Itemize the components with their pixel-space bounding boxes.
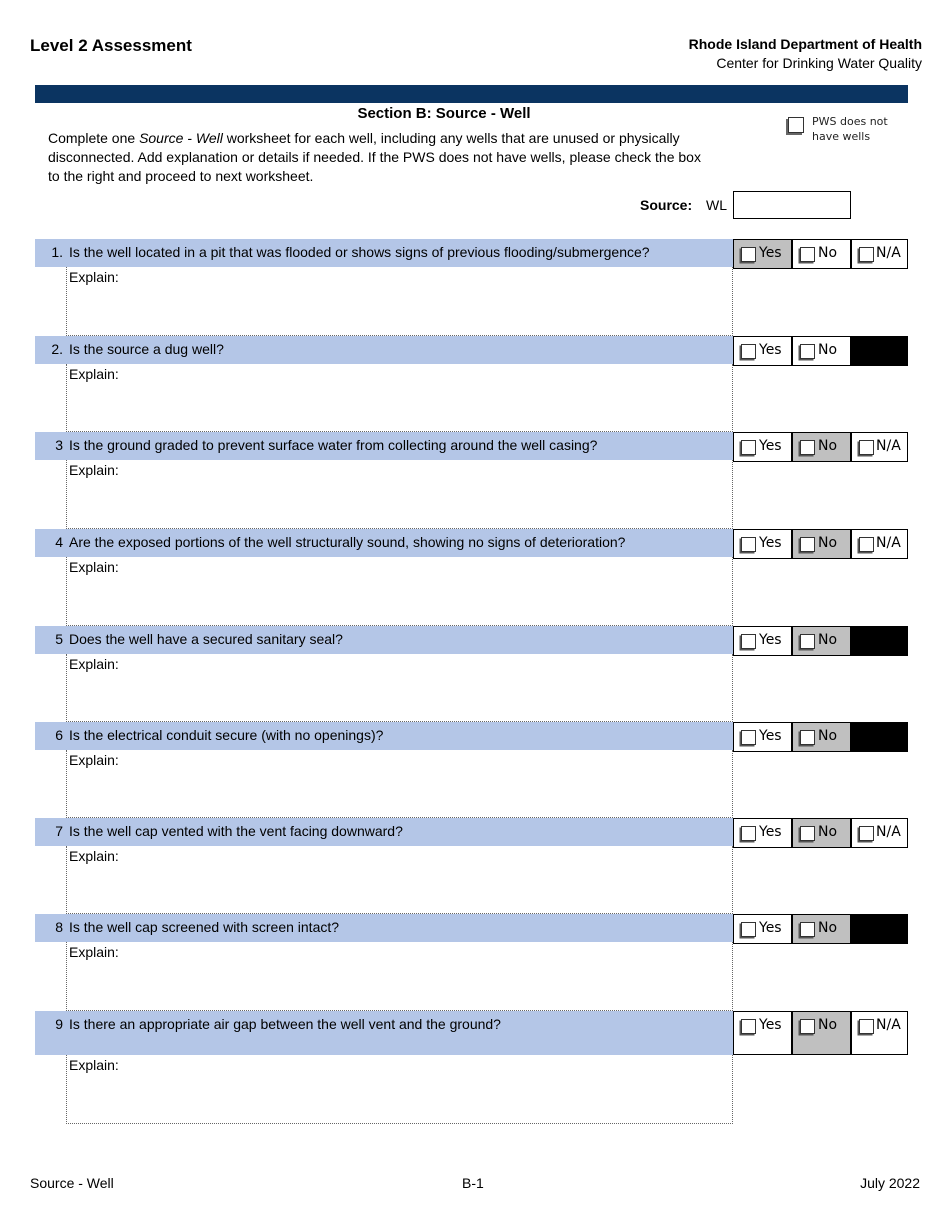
source-label: Source: bbox=[640, 197, 693, 213]
answer-yes-checkbox[interactable] bbox=[741, 344, 756, 359]
answer-yes-option[interactable] bbox=[733, 529, 792, 559]
question-number: 1. bbox=[51, 244, 63, 260]
question-text: Is the electrical conduit secure (with no openings)? bbox=[69, 727, 384, 743]
question-text: Is the well cap screened with screen intact? bbox=[69, 919, 340, 935]
answer-yes-label: Yes bbox=[759, 632, 782, 648]
answer-no-option[interactable] bbox=[792, 1011, 851, 1055]
answer-no-option[interactable] bbox=[792, 914, 851, 944]
answer-na-checkbox[interactable] bbox=[859, 440, 874, 455]
answer-no-checkbox[interactable] bbox=[800, 537, 815, 552]
explain-label: Explain: bbox=[69, 848, 119, 864]
answer-no-option[interactable] bbox=[792, 722, 851, 752]
answer-no-option[interactable] bbox=[792, 239, 851, 269]
answer-yes-checkbox[interactable] bbox=[741, 922, 756, 937]
explain-label: Explain: bbox=[69, 366, 119, 382]
answer-no-checkbox[interactable] bbox=[800, 730, 815, 745]
answer-no-option[interactable] bbox=[792, 336, 851, 366]
organization-name: Rhode Island Department of Health bbox=[688, 36, 922, 52]
question-number: 5 bbox=[55, 631, 63, 647]
answer-yes-option[interactable] bbox=[733, 626, 792, 656]
answer-no-label: No bbox=[818, 632, 838, 648]
answer-na-option[interactable] bbox=[851, 529, 908, 559]
answer-na-option[interactable] bbox=[851, 432, 908, 462]
organization-subtitle: Center for Drinking Water Quality bbox=[716, 55, 922, 71]
answer-no-label: No bbox=[818, 728, 838, 744]
answer-na-checkbox[interactable] bbox=[859, 537, 874, 552]
question-number: 6 bbox=[55, 727, 63, 743]
answer-yes-checkbox[interactable] bbox=[741, 1019, 756, 1034]
question-row bbox=[35, 722, 733, 750]
explain-field[interactable] bbox=[66, 1055, 733, 1124]
question-number: 9 bbox=[55, 1016, 63, 1032]
answer-yes-checkbox[interactable] bbox=[741, 440, 756, 455]
explain-label: Explain: bbox=[69, 1057, 119, 1073]
question-text: Is there an appropriate air gap between the well vent and the ground? bbox=[69, 1016, 501, 1032]
answer-yes-option[interactable] bbox=[733, 818, 792, 848]
instructions-text-1: Complete one bbox=[48, 130, 140, 146]
answer-na-checkbox[interactable] bbox=[859, 247, 874, 262]
explain-field[interactable] bbox=[66, 267, 733, 336]
answer-no-label: No bbox=[818, 1017, 838, 1033]
answer-yes-label: Yes bbox=[759, 438, 782, 454]
explain-field[interactable] bbox=[66, 750, 733, 818]
answer-na-checkbox[interactable] bbox=[859, 826, 874, 841]
source-input[interactable] bbox=[733, 191, 851, 219]
answer-no-label: No bbox=[818, 245, 838, 261]
question-row bbox=[35, 1011, 733, 1055]
explain-label: Explain: bbox=[69, 944, 119, 960]
explain-label: Explain: bbox=[69, 656, 119, 672]
question-text: Is the source a dug well? bbox=[69, 341, 224, 357]
footer-date: July 2022 bbox=[860, 1175, 920, 1191]
explain-label: Explain: bbox=[69, 462, 119, 478]
answer-na-label: N/A bbox=[876, 535, 901, 551]
question-text: Is the well cap vented with the vent facing downward? bbox=[69, 823, 403, 839]
answer-no-option[interactable] bbox=[792, 529, 851, 559]
section-instructions bbox=[48, 129, 713, 186]
answer-no-label: No bbox=[818, 824, 838, 840]
explain-field[interactable] bbox=[66, 846, 733, 914]
organization-block bbox=[689, 35, 922, 73]
answer-yes-label: Yes bbox=[759, 535, 782, 551]
instructions-text-2: worksheet for each well, including any wells that are unused or physically disconnected. Add explanation or details if needed. If the PWS does not have wells, please check the box to the right and proceed to next worksheet. bbox=[48, 130, 701, 184]
answer-yes-option[interactable] bbox=[733, 336, 792, 366]
answer-na-label: N/A bbox=[876, 824, 901, 840]
answer-yes-label: Yes bbox=[759, 920, 782, 936]
na-unavailable-cell bbox=[851, 914, 908, 944]
answer-yes-option[interactable] bbox=[733, 239, 792, 269]
source-prefix: WL bbox=[706, 197, 727, 213]
question-text: Are the exposed portions of the well structurally sound, showing no signs of deterioration? bbox=[69, 534, 626, 550]
answer-na-option[interactable] bbox=[851, 239, 908, 269]
answer-yes-option[interactable] bbox=[733, 1011, 792, 1055]
answer-yes-label: Yes bbox=[759, 245, 782, 261]
na-unavailable-cell bbox=[851, 626, 908, 656]
explain-field[interactable] bbox=[66, 654, 733, 722]
answer-no-checkbox[interactable] bbox=[800, 922, 815, 937]
pws-no-wells-checkbox[interactable] bbox=[788, 117, 804, 133]
answer-no-checkbox[interactable] bbox=[800, 634, 815, 649]
question-row bbox=[35, 818, 733, 846]
footer-page-number: B-1 bbox=[462, 1175, 484, 1191]
answer-no-checkbox[interactable] bbox=[800, 247, 815, 262]
answer-no-label: No bbox=[818, 438, 838, 454]
answer-yes-checkbox[interactable] bbox=[741, 634, 756, 649]
question-text: Does the well have a secured sanitary seal? bbox=[69, 631, 343, 647]
question-number: 2. bbox=[51, 341, 63, 357]
explain-label: Explain: bbox=[69, 559, 119, 575]
answer-yes-checkbox[interactable] bbox=[741, 537, 756, 552]
answer-yes-option[interactable] bbox=[733, 432, 792, 462]
header-band bbox=[35, 85, 908, 103]
question-text: Is the well located in a pit that was flooded or shows signs of previous flooding/submergence? bbox=[69, 244, 650, 260]
answer-no-checkbox[interactable] bbox=[800, 440, 815, 455]
answer-yes-label: Yes bbox=[759, 824, 782, 840]
answer-no-checkbox[interactable] bbox=[800, 1019, 815, 1034]
answer-na-label: N/A bbox=[876, 438, 901, 454]
explain-field[interactable] bbox=[66, 557, 733, 626]
pws-no-wells-label: PWS does not have wells bbox=[812, 115, 888, 143]
question-number: 3 bbox=[55, 437, 63, 453]
answer-no-checkbox[interactable] bbox=[800, 826, 815, 841]
answer-na-checkbox[interactable] bbox=[859, 1019, 874, 1034]
answer-na-label: N/A bbox=[876, 245, 901, 261]
question-row bbox=[35, 336, 733, 364]
question-number: 8 bbox=[55, 919, 63, 935]
instructions-emphasis: Source - Well bbox=[139, 130, 223, 146]
answer-no-checkbox[interactable] bbox=[800, 344, 815, 359]
answer-yes-checkbox[interactable] bbox=[741, 730, 756, 745]
answer-no-option[interactable] bbox=[792, 432, 851, 462]
question-row bbox=[35, 626, 733, 654]
answer-no-label: No bbox=[818, 342, 838, 358]
explain-label: Explain: bbox=[69, 752, 119, 768]
question-row bbox=[35, 529, 733, 557]
answer-yes-checkbox[interactable] bbox=[741, 826, 756, 841]
answer-no-option[interactable] bbox=[792, 818, 851, 848]
answer-yes-option[interactable] bbox=[733, 914, 792, 944]
question-row bbox=[35, 914, 733, 942]
answer-yes-label: Yes bbox=[759, 1017, 782, 1033]
section-title: Section B: Source - Well bbox=[357, 105, 531, 122]
answer-na-label: N/A bbox=[876, 1017, 901, 1033]
explain-field[interactable] bbox=[66, 942, 733, 1011]
explain-field[interactable] bbox=[66, 460, 733, 529]
question-number: 7 bbox=[55, 823, 63, 839]
answer-yes-label: Yes bbox=[759, 728, 782, 744]
na-unavailable-cell bbox=[851, 722, 908, 752]
question-number: 4 bbox=[55, 534, 63, 550]
answer-na-option[interactable] bbox=[851, 1011, 908, 1055]
document-title: Level 2 Assessment bbox=[30, 36, 192, 55]
answer-yes-label: Yes bbox=[759, 342, 782, 358]
answer-yes-checkbox[interactable] bbox=[741, 247, 756, 262]
na-unavailable-cell bbox=[851, 336, 908, 366]
answer-no-label: No bbox=[818, 535, 838, 551]
answer-na-option[interactable] bbox=[851, 818, 908, 848]
explain-field[interactable] bbox=[66, 364, 733, 432]
answer-no-label: No bbox=[818, 920, 838, 936]
answer-no-option[interactable] bbox=[792, 626, 851, 656]
question-text: Is the ground graded to prevent surface water from collecting around the well casing? bbox=[69, 437, 598, 453]
question-row bbox=[35, 239, 733, 267]
footer-left: Source - Well bbox=[30, 1175, 114, 1191]
answer-yes-option[interactable] bbox=[733, 722, 792, 752]
explain-label: Explain: bbox=[69, 269, 119, 285]
question-row bbox=[35, 432, 733, 460]
